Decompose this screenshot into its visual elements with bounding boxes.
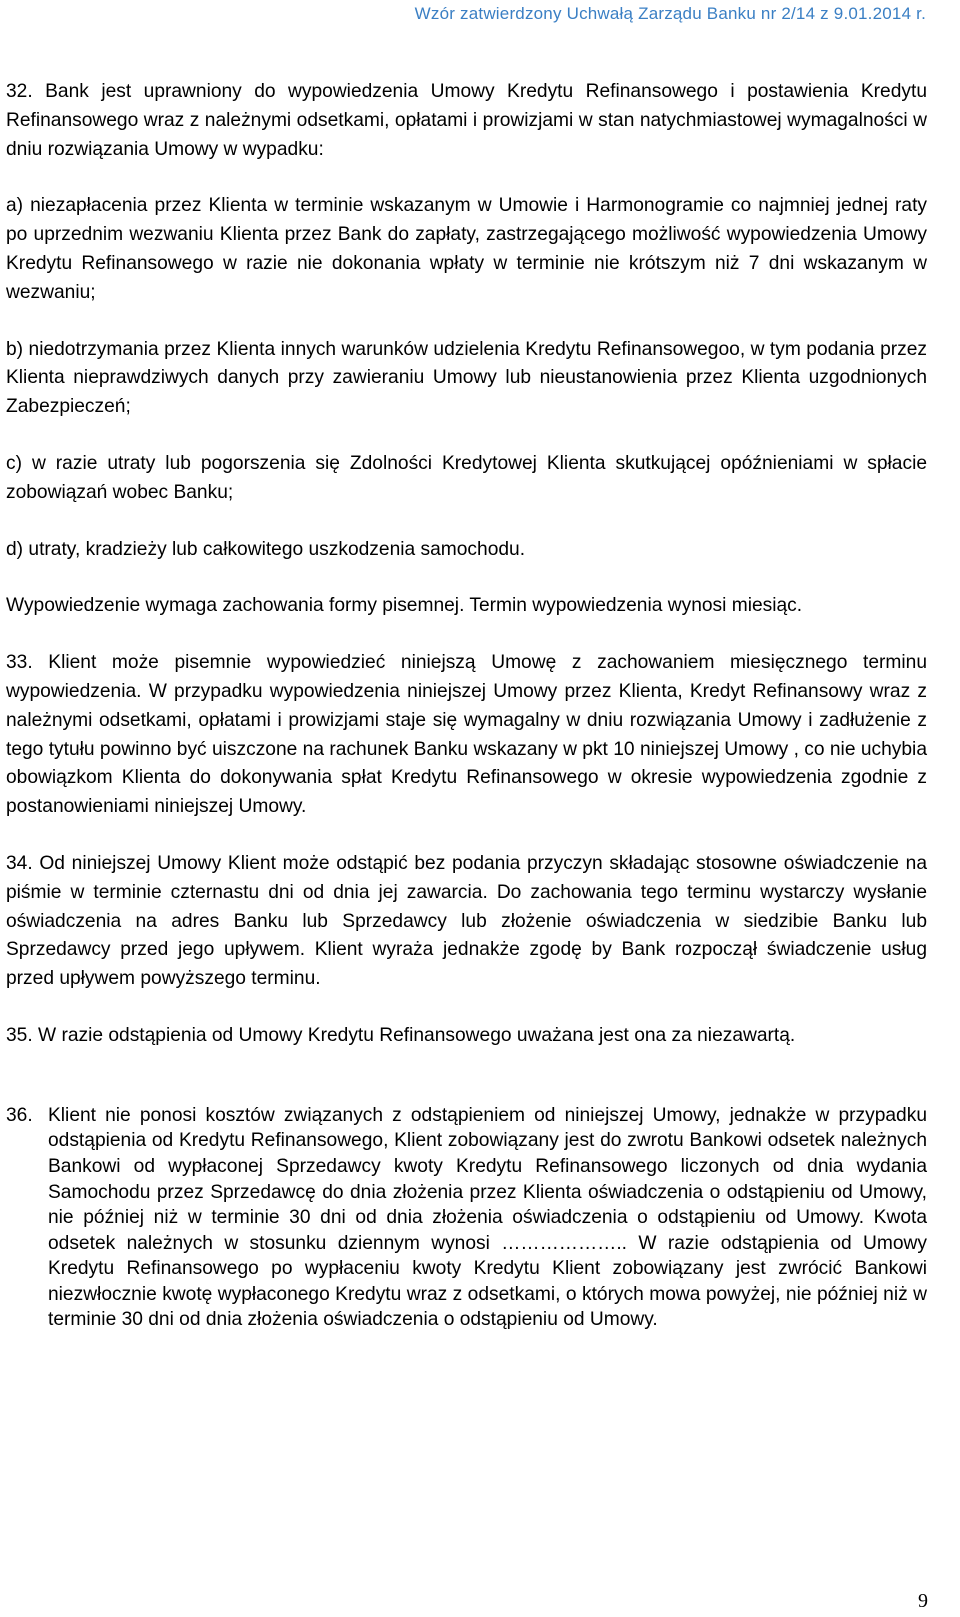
clause-32-item-c: c) w razie utraty lub pogorszenia się Zdolności Kredytowej Klienta skutkującej opóźnieniami w spłacie zobowiązań wobec Banku; — [6, 452, 927, 503]
clause-33: 33. Klient może pisemnie wypowiedzieć niniejszą Umowę z zachowaniem miesięcznego terminu wypowiedzenia. W przypadku wypowiedzenia niniejszej Umowy przez Klienta, Kredyt Refinansowy wraz z należnymi odsetkami, opłatami i prowizjami staje się wymagalny w dniu rozwiązania Umowy i zadłużenie z tego tytułu powinno być uiszczone na rachunek Banku wskazany w pkt 10 niniejszej Umowy , co nie uchybia obowiązkom Klienta do dokonywania spłat Kredytu Refinansowego w okresie wypowiedzenia zgodnie z postanowieniami niniejszej Umowy. — [6, 652, 927, 818]
clause-32-item-b: b) niedotrzymania przez Klienta innych warunków udzielenia Kredytu Refinansowegoo, w tym podania przez Klienta nieprawdziwych danych przy zawieraniu Umowy lub nieustanowienia przez Klienta uzgodnionych Zabezpieczeń; — [6, 338, 927, 418]
page-number: 9 — [918, 1590, 928, 1612]
clause-36-text: Klient nie ponosi kosztów związanych z odstąpieniem od niniejszej Umowy, jednakże w przypadku odstąpienia od Kredytu Refinansowego, Klient zobowiązany jest do zwrotu Bankowi odsetek należnych Bankowi od wypłaconej Sprzedawcy kwoty Kredytu Refinansowego liczonych od dnia wydania Samochodu przez Sprzedawcę do dnia złożenia przez Klienta oświadczenia o odstąpieniu od Umowy, nie później niż w terminie 30 dni od dnia złożenia oświadczenia o odstąpieniu od Umowy. Kwota odsetek należnych w stosunku dziennym wynosi ……………….. W razie odstąpienia od Umowy Kredytu Refinansowego po wypłaceniu kwoty Kredytu Klient zobowiązany jest zwrócić Bankowi niezwłocznie kwotę wypłaconego Kredytu wraz z odsetkami, o których mowa powyżej, nie później niż w terminie 30 dni od dnia złożenia oświadczenia o odstąpieniu od Umowy. — [48, 1104, 927, 1331]
clause-32-notice: Wypowiedzenie wymaga zachowania formy pisemnej. Termin wypowiedzenia wynosi miesiąc. — [6, 595, 803, 617]
clause-32-item-a: a) niezapłacenia przez Klienta w terminie wskazanym w Umowie i Harmonogramie co najmniej jednej raty po uprzednim wezwaniu Klienta przez Bank do zapłaty, zastrzegającego możliwość wypowiedzenia Umowy Kredytu Refinansowego w razie nie dokonania wpłaty w terminie nie krótszym niż 7 dni wskazanym w wezwaniu; — [6, 195, 927, 303]
clause-32-item-d: d) utraty, kradzieży lub całkowitego uszkodzenia samochodu. — [6, 538, 526, 560]
clause-36-number: 36. — [6, 1104, 33, 1126]
clause-34: 34. Od niniejszej Umowy Klient może odstąpić bez podania przyczyn składając stosowne oświadczenie na piśmie w terminie czternastu dni od dnia jej zawarcia. Do zachowania tego terminu wystarczy wysłanie oświadczenia na adres Banku lub Sprzedawcy lub złożenie oświadczenia w siedzibie Banku lub Sprzedawcy przed jego upływem. Klient wyraża jednakże zgodę by Bank rozpoczął świadczenie usług przed upływem powyższego terminu. — [6, 852, 927, 990]
clause-35: 35. W razie odstąpienia od Umowy Kredytu Refinansowego uważana jest ona za niezawartą. — [6, 1024, 796, 1046]
clause-32: 32. Bank jest uprawniony do wypowiedzenia Umowy Kredytu Refinansowego i postawienia Kredytu Refinansowego wraz z należnymi odsetkami, opłatami i prowizjami w stan natychmiastowej wymagalności w dniu rozwiązania Umowy w wypadku: — [6, 81, 927, 160]
document-body — [6, 78, 927, 1333]
clause-36 — [6, 1103, 927, 1333]
approval-header: Wzór zatwierdzony Uchwałą Zarządu Banku nr 2/14 z 9.01.2014 r. — [414, 4, 926, 23]
